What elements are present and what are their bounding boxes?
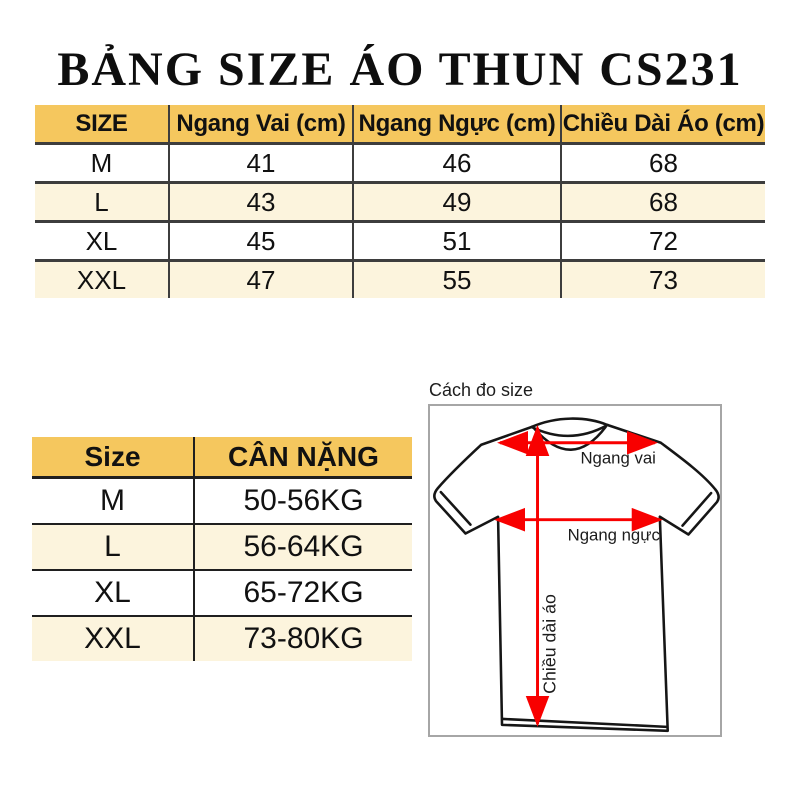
length-measure-label: Chiều dài áo <box>539 594 560 694</box>
size-cell: XXL <box>76 264 127 295</box>
diagram-caption: Cách đo size <box>429 380 534 400</box>
value-cell: 47 <box>168 262 352 298</box>
column-header-shoulder: Ngang Vai (cm) <box>168 105 352 142</box>
size-table <box>35 105 765 298</box>
size-table-header-row <box>35 105 765 142</box>
weight-cell: 56-64KG <box>193 525 412 569</box>
size-cell: M <box>90 147 113 178</box>
weight-cell: 73-80KG <box>193 617 412 661</box>
tshirt-outline-icon <box>434 419 718 731</box>
value-cell: 45 <box>168 223 352 259</box>
table-row <box>32 479 412 523</box>
value-cell: 73 <box>560 262 765 298</box>
value-cell: 72 <box>560 223 765 259</box>
tshirt-diagram-icon <box>430 406 720 735</box>
size-cell: M <box>100 484 125 517</box>
value-cell: 68 <box>560 145 765 181</box>
shoulder-measure-label: Ngang vai <box>580 448 656 468</box>
value-cell: 68 <box>560 184 765 220</box>
chest-measure-label: Ngang ngực <box>567 525 660 545</box>
table-row <box>35 142 765 181</box>
value-cell: 51 <box>352 223 560 259</box>
table-row <box>32 615 412 661</box>
value-cell: 46 <box>352 145 560 181</box>
column-header-chest: Ngang Ngực (cm) <box>352 105 560 142</box>
weight-table-header-row <box>32 437 412 479</box>
table-row <box>35 220 765 259</box>
page-title: BẢNG SIZE ÁO THUN CS231 <box>57 43 743 96</box>
value-cell: 55 <box>352 262 560 298</box>
value-cell: 49 <box>352 184 560 220</box>
weight-table <box>32 437 412 661</box>
column-header-size: SIZE <box>75 109 128 137</box>
size-cell: XL <box>94 576 131 609</box>
table-row <box>32 569 412 615</box>
size-cell: L <box>94 186 109 217</box>
table-row <box>35 181 765 220</box>
column-header-length: Chiều Dài Áo (cm) <box>560 105 765 142</box>
column-header-weight: CÂN NẶNG <box>193 437 412 476</box>
value-cell: 41 <box>168 145 352 181</box>
column-header-size: Size <box>84 440 141 472</box>
measurement-diagram <box>428 404 722 737</box>
size-cell: L <box>104 530 121 563</box>
weight-cell: 65-72KG <box>193 571 412 615</box>
size-cell: XXL <box>84 622 141 655</box>
table-row <box>32 523 412 569</box>
size-cell: XL <box>85 225 118 256</box>
table-row <box>35 259 765 298</box>
weight-cell: 50-56KG <box>193 479 412 523</box>
value-cell: 43 <box>168 184 352 220</box>
